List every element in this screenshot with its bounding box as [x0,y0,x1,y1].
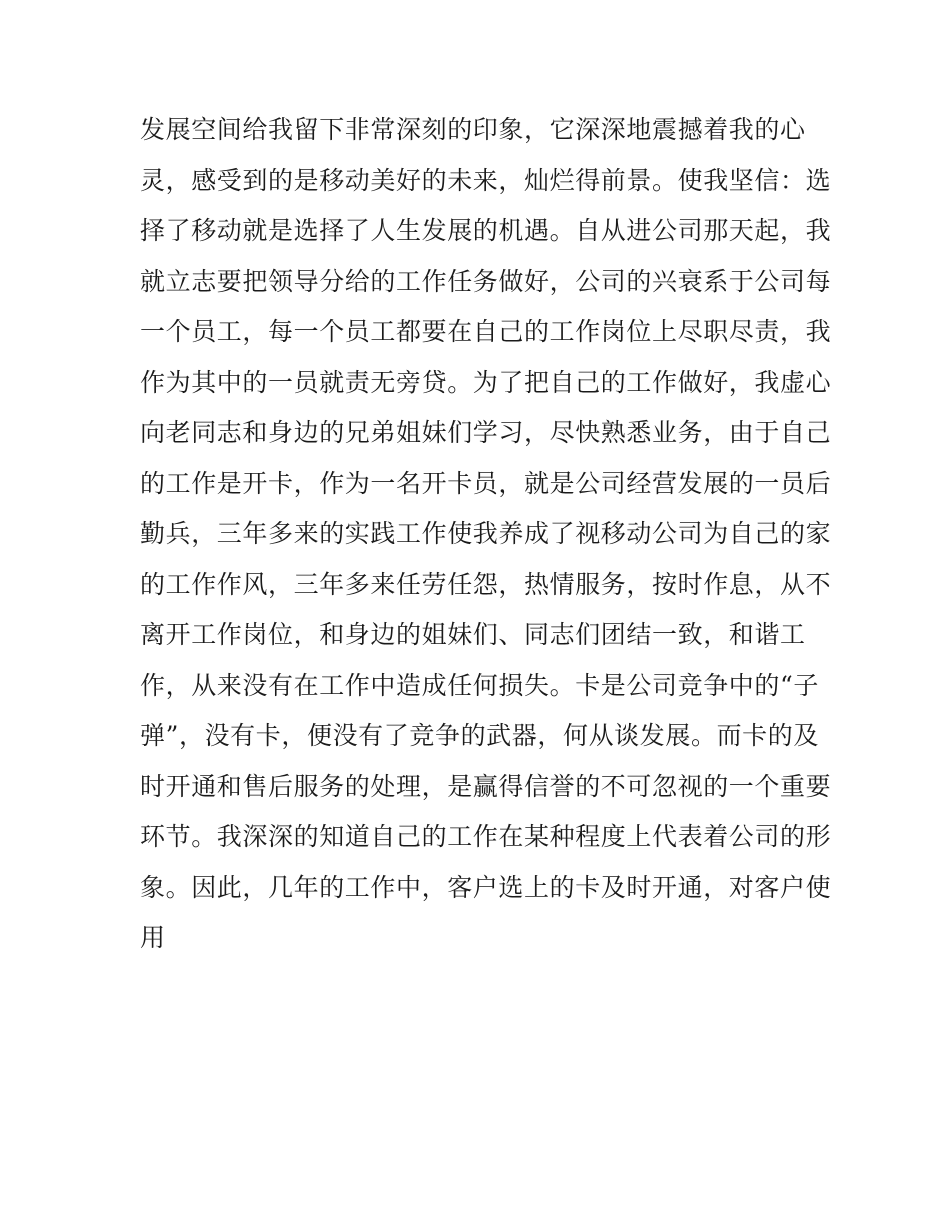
text-line: 发展空间给我留下非常深刻的印象，它深深地震撼着我的心 [140,115,806,144]
body-paragraph [140,105,830,964]
text-line: 的工作作风，三年多来任劳任怨，热情服务，按时作息，从不 [140,569,832,599]
text-line: 作为其中的一员就责无旁贷。为了把自己的工作做好，我虚心 [140,367,832,397]
text-line: 离开工作岗位，和身边的姐妹们、同志们团结一致，和谐工 [140,620,806,649]
text-line: 环节。我深深的知道自己的工作在某种程度上代表着公司的形 [140,822,832,851]
text-line: 的工作是开卡，作为一名开卡员，就是公司经营发展的一员后 [140,468,832,498]
text-line: 灵，感受到的是移动美好的未来，灿烂得前景。使我坚信：选 [140,165,832,195]
text-line: 向老同志和身边的兄弟姐妹们学习，尽快熟悉业务，由于自己 [140,418,832,447]
text-line: 一个员工，每一个员工都要在自己的工作岗位上尽职尽责，我 [140,317,832,346]
text-line: 择了移动就是选择了人生发展的机遇。自从进公司那天起，我 [140,216,832,245]
text-line: 象。因此，几年的工作中，客户选上的卡及时开通，对客户使 [140,872,832,902]
text-line: 作，从来没有在工作中造成任何损失。卡是公司竞争中的“子 [140,670,819,700]
text-line: 弹”，没有卡，便没有了竞争的武器，何从谈发展。而卡的及 [140,721,819,750]
text-line: 用 [140,923,166,952]
text-line: 勤兵，三年多来的实践工作使我养成了视移动公司为自己的家 [140,519,832,548]
text-line: 就立志要把领导分给的工作任务做好，公司的兴衰系于公司每 [140,266,832,296]
text-line: 时开通和售后服务的处理，是赢得信誉的不可忽视的一个重要 [140,771,832,801]
